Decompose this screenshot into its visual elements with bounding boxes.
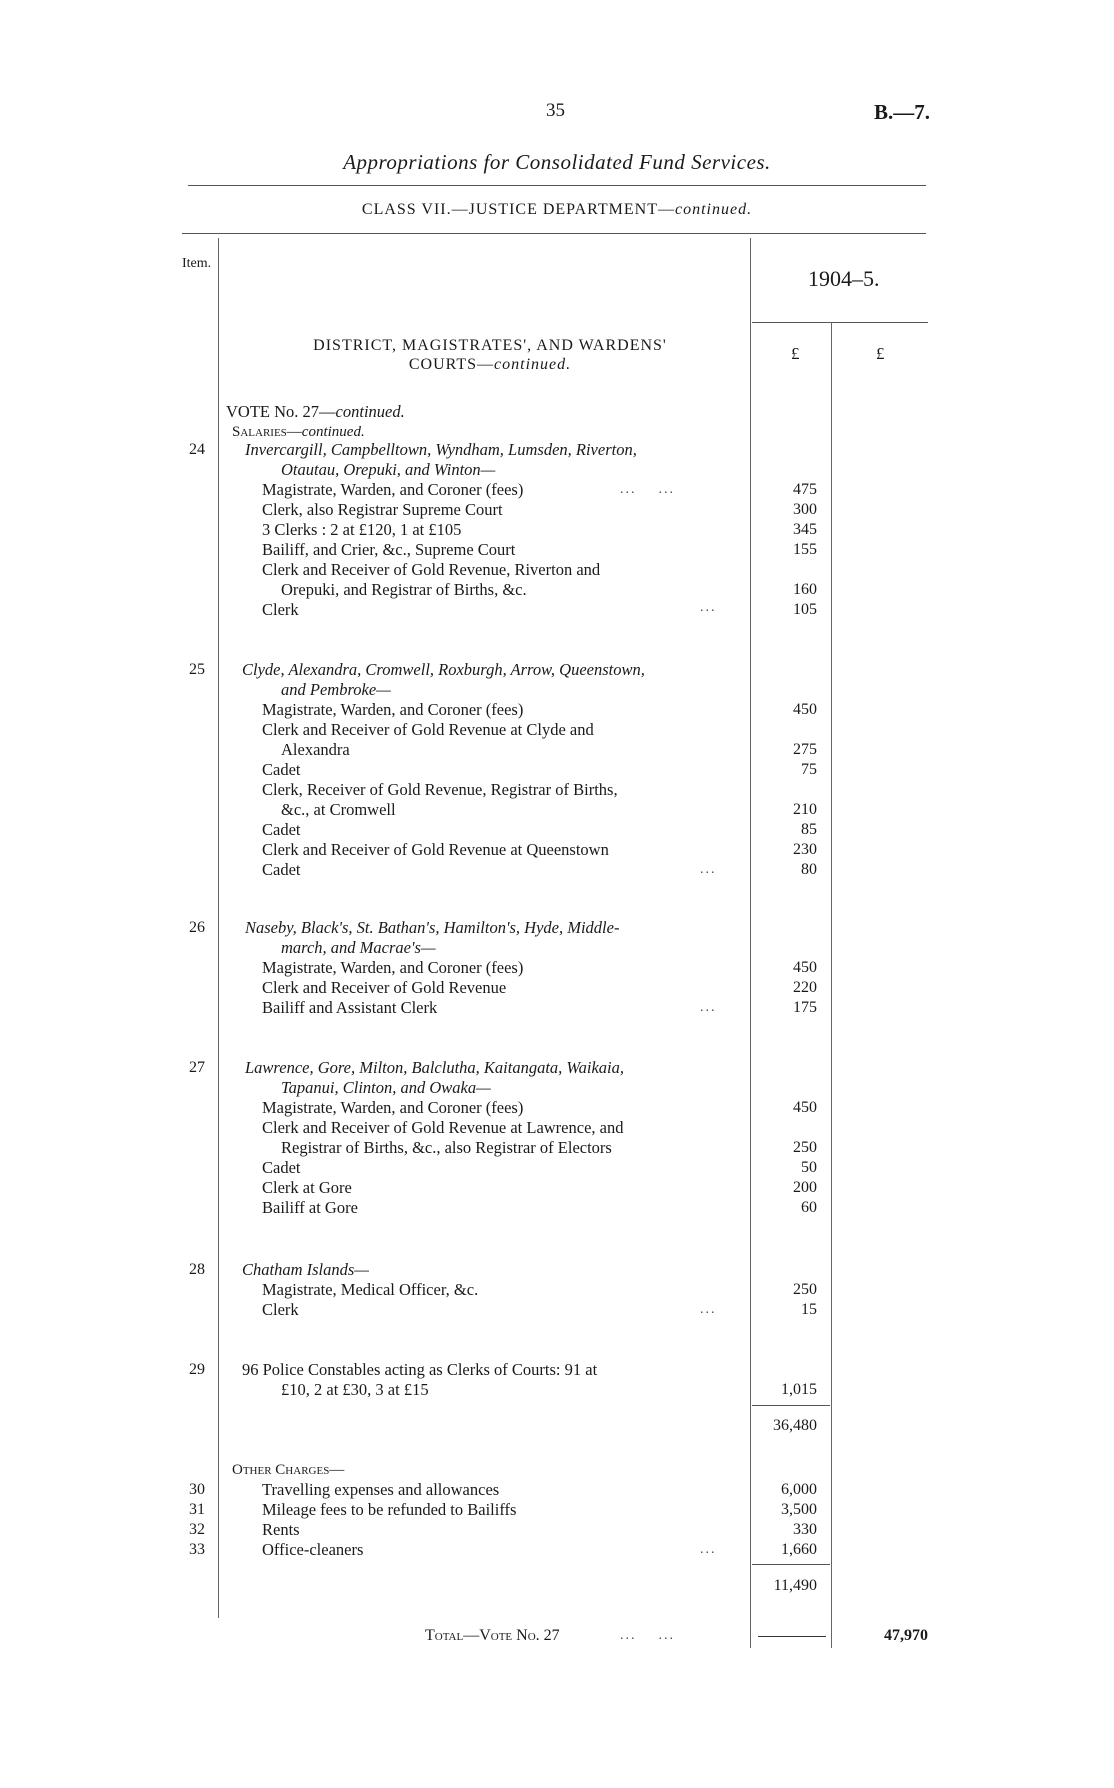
- leader-dots: ...: [700, 862, 717, 877]
- line-value: 105: [793, 601, 817, 618]
- line-text: Cadet: [262, 820, 301, 839]
- line-text: Travelling expenses and allowances: [262, 1480, 500, 1499]
- leader-dots: ... ...: [620, 1628, 675, 1643]
- item-column-header: Item.: [182, 256, 212, 271]
- item-heading: Clyde, Alexandra, Cromwell, Roxburgh, Arrow, Queenstown,: [242, 660, 645, 679]
- line-text: Clerk: [262, 600, 299, 619]
- item-heading: and Pembroke—: [281, 680, 391, 699]
- line-value: 475: [793, 481, 817, 498]
- line-text: Magistrate, Warden, and Coroner (fees): [262, 958, 524, 977]
- item-column-rule: [218, 238, 219, 1618]
- other-charges-heading: Other Charges—: [232, 1462, 345, 1478]
- table-top-rule: [182, 233, 926, 234]
- line-value: 200: [793, 1179, 817, 1196]
- line-text: Alexandra: [281, 740, 350, 759]
- line-text: Magistrate, Warden, and Coroner (fees): [262, 480, 524, 499]
- line-text: £10, 2 at £30, 3 at £15: [281, 1380, 429, 1399]
- line-text: Rents: [262, 1520, 300, 1539]
- item-number: 27: [189, 1059, 205, 1076]
- leader-dots: ...: [700, 1542, 717, 1557]
- line-text: 3 Clerks : 2 at £120, 1 at £105: [262, 520, 462, 539]
- line-value: 345: [793, 521, 817, 538]
- title-rule: [188, 185, 926, 186]
- line-text: 96 Police Constables acting as Clerks of Courts: 91 at: [242, 1360, 598, 1379]
- other-charges-subtotal: 11,490: [773, 1577, 817, 1594]
- subtotal-rule: [752, 1405, 830, 1406]
- line-value: 450: [793, 1099, 817, 1116]
- line-value: 450: [793, 959, 817, 976]
- item-number: 32: [189, 1521, 205, 1538]
- section-heading: DISTRICT, MAGISTRATES', AND WARDENS' COURTS—continued.: [313, 337, 667, 373]
- line-value: 75: [801, 761, 817, 778]
- line-value: 450: [793, 701, 817, 718]
- line-text: Bailiff and Assistant Clerk: [262, 998, 438, 1017]
- line-text: Registrar of Births, &c., also Registrar of Electors: [281, 1138, 612, 1157]
- item-heading: Invercargill, Campbelltown, Wyndham, Lumsden, Riverton,: [245, 440, 637, 459]
- line-text: Magistrate, Medical Officer, &c.: [262, 1280, 479, 1299]
- page-number: 35: [546, 100, 565, 121]
- salaries-subtotal: 36,480: [773, 1417, 817, 1434]
- item-number: 29: [189, 1361, 205, 1378]
- year-rule: [752, 322, 928, 323]
- line-value: 1,015: [781, 1381, 817, 1398]
- line-value: 85: [801, 821, 817, 838]
- line-value: 250: [793, 1281, 817, 1298]
- item-heading: Otautau, Orepuki, and Winton—: [281, 460, 496, 479]
- line-value: 220: [793, 979, 817, 996]
- document-reference: B.—7.: [874, 100, 931, 124]
- line-value: 1,660: [781, 1541, 817, 1558]
- item-heading: march, and Macrae's—: [281, 938, 436, 957]
- item-heading: Naseby, Black's, St. Bathan's, Hamilton's, Hyde, Middle-: [245, 918, 620, 937]
- leader-dots: ...: [700, 1302, 717, 1317]
- total-rule: [758, 1636, 826, 1637]
- line-value: 175: [793, 999, 817, 1016]
- item-heading: Chatham Islands—: [242, 1260, 369, 1279]
- line-value: 330: [793, 1521, 817, 1538]
- item-number: 33: [189, 1541, 205, 1558]
- line-text: Clerk and Receiver of Gold Revenue, Riverton and: [262, 560, 601, 579]
- line-value: 300: [793, 501, 817, 518]
- line-value: 230: [793, 841, 817, 858]
- line-value: 15: [801, 1301, 817, 1318]
- item-heading: Tapanui, Clinton, and Owaka—: [281, 1078, 491, 1097]
- amount-column-rule-left: [750, 238, 751, 1648]
- line-text: Cadet: [262, 760, 301, 779]
- line-text: Clerk and Receiver of Gold Revenue at Queenstown: [262, 840, 609, 859]
- line-text: Clerk and Receiver of Gold Revenue at Lawrence, and: [262, 1118, 624, 1137]
- item-number: 24: [189, 441, 205, 458]
- vote-total-label: Total—Vote No. 27: [425, 1627, 560, 1644]
- leader-dots: ... ...: [620, 482, 675, 497]
- line-text: Office-cleaners: [262, 1540, 364, 1559]
- line-text: Mileage fees to be refunded to Bailiffs: [262, 1500, 517, 1519]
- line-text: Clerk and Receiver of Gold Revenue at Clyde and: [262, 720, 594, 739]
- year-header: 1904–5.: [808, 266, 880, 291]
- line-value: 6,000: [781, 1481, 817, 1498]
- line-text: Clerk at Gore: [262, 1178, 352, 1197]
- amount-column-rule-right: [831, 322, 832, 1648]
- line-value: 60: [801, 1199, 817, 1216]
- line-value: 160: [793, 581, 817, 598]
- line-value: 275: [793, 741, 817, 758]
- line-value: 155: [793, 541, 817, 558]
- line-value: 3,500: [781, 1501, 817, 1518]
- line-text: Magistrate, Warden, and Coroner (fees): [262, 700, 524, 719]
- subtotal-rule: [752, 1564, 830, 1565]
- class-line: CLASS VII.—JUSTICE DEPARTMENT—continued.: [361, 201, 753, 218]
- line-text: Clerk, also Registrar Supreme Court: [262, 500, 503, 519]
- item-number: 25: [189, 661, 205, 678]
- page-title: Appropriations for Consolidated Fund Services.: [343, 150, 771, 174]
- line-text: Bailiff at Gore: [262, 1198, 358, 1217]
- line-text: Cadet: [262, 1158, 301, 1177]
- line-text: Magistrate, Warden, and Coroner (fees): [262, 1098, 524, 1117]
- line-text: Orepuki, and Registrar of Births, &c.: [281, 580, 527, 599]
- line-text: Clerk: [262, 1300, 299, 1319]
- vote-heading: VOTE No. 27—continued.: [226, 402, 405, 421]
- line-text: Clerk, Receiver of Gold Revenue, Registrar of Births,: [262, 780, 618, 799]
- line-value: 80: [801, 861, 817, 878]
- vote-total-value: 47,970: [884, 1627, 928, 1644]
- item-number: 31: [189, 1501, 205, 1518]
- item-heading: Lawrence, Gore, Milton, Balclutha, Kaitangata, Waikaia,: [245, 1058, 625, 1077]
- line-text: Bailiff, and Crier, &c., Supreme Court: [262, 540, 516, 559]
- line-value: 50: [801, 1159, 817, 1176]
- leader-dots: ...: [700, 600, 717, 615]
- salaries-heading: Salaries—continued.: [232, 424, 365, 440]
- line-text: &c., at Cromwell: [281, 800, 396, 819]
- leader-dots: ...: [700, 1000, 717, 1015]
- item-number: 30: [189, 1481, 205, 1498]
- item-number: 26: [189, 919, 205, 936]
- pound-col2-header: £: [876, 344, 885, 363]
- line-text: Cadet: [262, 860, 301, 879]
- line-text: Clerk and Receiver of Gold Revenue: [262, 978, 507, 997]
- pound-col1-header: £: [791, 344, 800, 363]
- line-value: 250: [793, 1139, 817, 1156]
- item-number: 28: [189, 1261, 205, 1278]
- line-value: 210: [793, 801, 817, 818]
